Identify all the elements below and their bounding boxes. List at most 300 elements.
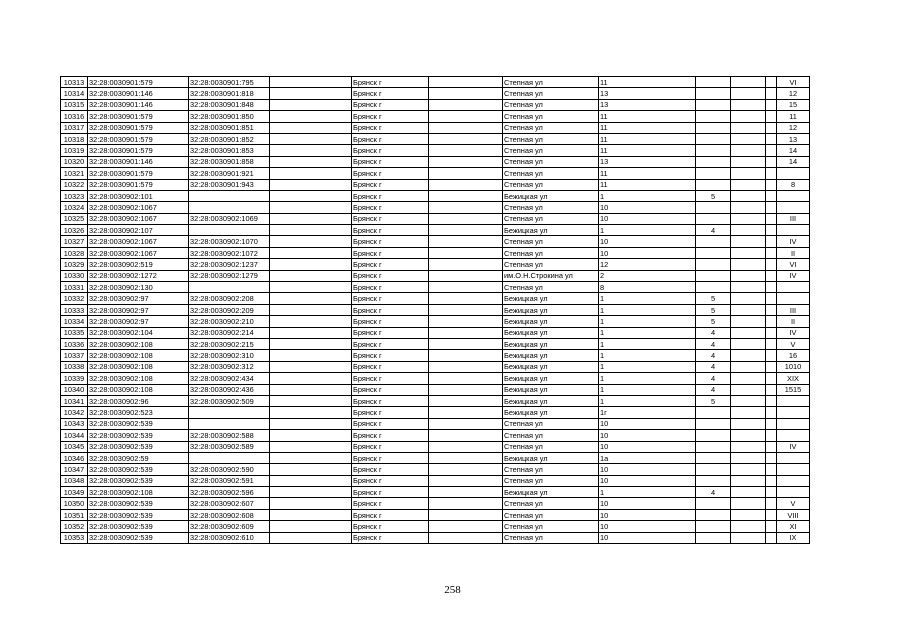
table-row — [61, 361, 810, 372]
cell-blank-col-e — [766, 327, 777, 338]
cell-blank-col-a — [270, 498, 352, 509]
cell-street: Степная ул — [503, 77, 599, 88]
cell-premise-number: III — [777, 213, 810, 224]
cell-row-number: 10320 — [61, 156, 88, 167]
cell-blank-col-a — [270, 179, 352, 190]
cell-house-number: 10 — [599, 475, 696, 486]
cell-house-number: 11 — [599, 122, 696, 133]
cell-cadastral-number — [189, 202, 270, 213]
cell-row-number: 10328 — [61, 247, 88, 258]
cell-city: Брянск г — [352, 247, 429, 258]
cell-house-number: 11 — [599, 145, 696, 156]
cell-street: Степная ул — [503, 247, 599, 258]
cell-premise-number: II — [777, 316, 810, 327]
cell-building-number — [696, 259, 731, 270]
cell-blank-col-c — [429, 99, 503, 110]
cell-city: Брянск г — [352, 327, 429, 338]
cell-premise-number: VI — [777, 259, 810, 270]
table-row — [61, 327, 810, 338]
cell-city: Брянск г — [352, 498, 429, 509]
cell-blank-col-a — [270, 316, 352, 327]
cell-cadastral-number: 32:28:0030902:1069 — [189, 213, 270, 224]
cell-building-number — [696, 270, 731, 281]
cell-blank-col-e — [766, 373, 777, 384]
cell-blank-col-d — [731, 111, 766, 122]
cell-blank-col-c — [429, 111, 503, 122]
cell-blank-col-d — [731, 464, 766, 475]
cell-cadastral-number: 32:28:0030902:214 — [189, 327, 270, 338]
cell-cadastral-number: 32:28:0030901:850 — [189, 111, 270, 122]
cell-blank-col-c — [429, 133, 503, 144]
cell-row-number: 10348 — [61, 475, 88, 486]
cell-cadastral-number: 32:28:0030902:591 — [189, 475, 270, 486]
cell-house-number: 11 — [599, 179, 696, 190]
cell-building-number — [696, 133, 731, 144]
cell-building-number — [696, 282, 731, 293]
cell-house-number: 1 — [599, 190, 696, 201]
cell-blank-col-e — [766, 361, 777, 372]
cell-building-number: 4 — [696, 487, 731, 498]
cell-blank-col-e — [766, 122, 777, 133]
cell-street: Бежицкая ул — [503, 361, 599, 372]
table-row — [61, 304, 810, 315]
cell-blank-col-e — [766, 350, 777, 361]
cell-blank-col-c — [429, 304, 503, 315]
cell-cadastral-number: 32:28:0030901:795 — [189, 77, 270, 88]
cell-row-number: 10339 — [61, 373, 88, 384]
cell-house-number: 10 — [599, 236, 696, 247]
cell-cadastral-number — [189, 282, 270, 293]
cell-blank-col-a — [270, 190, 352, 201]
cell-building-number — [696, 441, 731, 452]
cell-blank-col-c — [429, 384, 503, 395]
cell-blank-col-c — [429, 282, 503, 293]
cell-blank-col-a — [270, 145, 352, 156]
cell-house-number: 1 — [599, 327, 696, 338]
cell-premise-number — [777, 225, 810, 236]
cell-parent-cadastral-number: 32:28:0030902:539 — [88, 430, 189, 441]
cell-house-number: 11 — [599, 133, 696, 144]
cell-blank-col-e — [766, 168, 777, 179]
cell-blank-col-a — [270, 350, 352, 361]
cell-blank-col-e — [766, 282, 777, 293]
cell-blank-col-a — [270, 247, 352, 258]
cell-parent-cadastral-number: 32:28:0030902:1067 — [88, 247, 189, 258]
cell-blank-col-a — [270, 338, 352, 349]
cell-blank-col-a — [270, 430, 352, 441]
cell-premise-number: VI — [777, 77, 810, 88]
cell-blank-col-c — [429, 521, 503, 532]
cell-street: Бежицкая ул — [503, 293, 599, 304]
cell-blank-col-d — [731, 282, 766, 293]
cell-blank-col-c — [429, 168, 503, 179]
cell-parent-cadastral-number: 32:28:0030902:108 — [88, 350, 189, 361]
cell-house-number: 1 — [599, 384, 696, 395]
cell-premise-number: IV — [777, 327, 810, 338]
cell-blank-col-e — [766, 145, 777, 156]
cell-street: Степная ул — [503, 156, 599, 167]
cell-building-number — [696, 122, 731, 133]
cell-city: Брянск г — [352, 407, 429, 418]
cell-row-number: 10326 — [61, 225, 88, 236]
cell-premise-number: 12 — [777, 122, 810, 133]
cell-house-number: 8 — [599, 282, 696, 293]
table-row — [61, 213, 810, 224]
cell-building-number: 4 — [696, 225, 731, 236]
cell-blank-col-d — [731, 475, 766, 486]
cell-blank-col-e — [766, 509, 777, 520]
cadastral-registry-table — [60, 76, 810, 544]
cell-blank-col-a — [270, 532, 352, 543]
table-row — [61, 225, 810, 236]
cell-premise-number — [777, 418, 810, 429]
cell-premise-number: XI — [777, 521, 810, 532]
cell-row-number: 10329 — [61, 259, 88, 270]
cell-cadastral-number: 32:28:0030901:851 — [189, 122, 270, 133]
cell-street: Бежицкая ул — [503, 350, 599, 361]
cell-blank-col-c — [429, 464, 503, 475]
cell-premise-number: 12 — [777, 88, 810, 99]
cell-blank-col-d — [731, 213, 766, 224]
cell-building-number — [696, 247, 731, 258]
cell-blank-col-c — [429, 213, 503, 224]
cell-street: Степная ул — [503, 202, 599, 213]
cell-row-number: 10313 — [61, 77, 88, 88]
table-row — [61, 441, 810, 452]
cell-building-number — [696, 407, 731, 418]
cell-building-number — [696, 88, 731, 99]
cell-blank-col-e — [766, 202, 777, 213]
cell-house-number: 1 — [599, 361, 696, 372]
cell-blank-col-e — [766, 395, 777, 406]
cell-street: Степная ул — [503, 111, 599, 122]
cell-premise-number: III — [777, 304, 810, 315]
cell-blank-col-c — [429, 487, 503, 498]
table-row — [61, 316, 810, 327]
cell-blank-col-d — [731, 338, 766, 349]
cell-street: Бежицкая ул — [503, 407, 599, 418]
cell-blank-col-c — [429, 77, 503, 88]
cell-premise-number — [777, 452, 810, 463]
table-row — [61, 509, 810, 520]
cell-city: Брянск г — [352, 304, 429, 315]
cell-premise-number — [777, 190, 810, 201]
cell-building-number — [696, 202, 731, 213]
cell-street: Степная ул — [503, 509, 599, 520]
cell-premise-number: IV — [777, 441, 810, 452]
cell-city: Брянск г — [352, 475, 429, 486]
cell-blank-col-e — [766, 270, 777, 281]
cell-parent-cadastral-number: 32:28:0030902:539 — [88, 418, 189, 429]
cell-premise-number: II — [777, 247, 810, 258]
cell-premise-number: 15 — [777, 99, 810, 110]
cell-house-number: 1 — [599, 338, 696, 349]
cell-blank-col-c — [429, 509, 503, 520]
cell-row-number: 10353 — [61, 532, 88, 543]
cell-parent-cadastral-number: 32:28:0030902:108 — [88, 338, 189, 349]
cell-blank-col-e — [766, 225, 777, 236]
cell-premise-number: 8 — [777, 179, 810, 190]
table-row — [61, 475, 810, 486]
cell-city: Брянск г — [352, 338, 429, 349]
cell-street: Степная ул — [503, 88, 599, 99]
table-row — [61, 338, 810, 349]
cell-street: Бежицкая ул — [503, 487, 599, 498]
cell-street: Степная ул — [503, 418, 599, 429]
cell-cadastral-number: 32:28:0030902:436 — [189, 384, 270, 395]
cell-street: Степная ул — [503, 259, 599, 270]
cell-premise-number: XIX — [777, 373, 810, 384]
table-row — [61, 168, 810, 179]
cell-premise-number — [777, 464, 810, 475]
cell-premise-number: IV — [777, 236, 810, 247]
cell-city: Брянск г — [352, 111, 429, 122]
table-row — [61, 156, 810, 167]
table-row — [61, 373, 810, 384]
cell-parent-cadastral-number: 32:28:0030901:579 — [88, 145, 189, 156]
cell-street: Бежицкая ул — [503, 190, 599, 201]
cell-house-number: 13 — [599, 156, 696, 167]
cell-building-number: 4 — [696, 350, 731, 361]
cell-blank-col-c — [429, 247, 503, 258]
cell-parent-cadastral-number: 32:28:0030902:1067 — [88, 236, 189, 247]
cell-blank-col-e — [766, 304, 777, 315]
cell-blank-col-e — [766, 407, 777, 418]
cell-blank-col-d — [731, 430, 766, 441]
cell-city: Брянск г — [352, 259, 429, 270]
cell-blank-col-a — [270, 88, 352, 99]
cell-street: Степная ул — [503, 282, 599, 293]
cell-building-number: 5 — [696, 395, 731, 406]
cell-cadastral-number — [189, 190, 270, 201]
cell-row-number: 10331 — [61, 282, 88, 293]
cell-city: Брянск г — [352, 395, 429, 406]
table-row — [61, 452, 810, 463]
cell-blank-col-d — [731, 225, 766, 236]
cell-blank-col-e — [766, 521, 777, 532]
cell-premise-number: VIII — [777, 509, 810, 520]
cell-building-number: 5 — [696, 293, 731, 304]
cell-blank-col-d — [731, 498, 766, 509]
cell-blank-col-a — [270, 282, 352, 293]
cell-building-number — [696, 213, 731, 224]
cell-blank-col-c — [429, 145, 503, 156]
cell-city: Брянск г — [352, 202, 429, 213]
cell-premise-number: 14 — [777, 156, 810, 167]
cell-parent-cadastral-number: 32:28:0030902:539 — [88, 521, 189, 532]
cell-blank-col-c — [429, 441, 503, 452]
cell-blank-col-a — [270, 452, 352, 463]
cell-row-number: 10321 — [61, 168, 88, 179]
cell-street: Бежицкая ул — [503, 338, 599, 349]
cell-blank-col-d — [731, 452, 766, 463]
cell-blank-col-a — [270, 99, 352, 110]
cell-premise-number — [777, 475, 810, 486]
page-number: 258 — [444, 584, 461, 596]
cell-house-number: 11 — [599, 77, 696, 88]
table-row — [61, 350, 810, 361]
cell-building-number: 4 — [696, 384, 731, 395]
cell-blank-col-a — [270, 259, 352, 270]
cell-house-number: 10 — [599, 509, 696, 520]
table-row — [61, 270, 810, 281]
table-row — [61, 99, 810, 110]
cell-house-number: 10 — [599, 464, 696, 475]
table-row — [61, 487, 810, 498]
cell-city: Брянск г — [352, 430, 429, 441]
cell-city: Брянск г — [352, 316, 429, 327]
table-row — [61, 418, 810, 429]
cell-street: Степная ул — [503, 133, 599, 144]
cell-blank-col-c — [429, 122, 503, 133]
cell-blank-col-a — [270, 111, 352, 122]
cell-blank-col-c — [429, 225, 503, 236]
cell-cadastral-number: 32:28:0030902:608 — [189, 509, 270, 520]
cell-parent-cadastral-number: 32:28:0030901:579 — [88, 122, 189, 133]
cell-blank-col-c — [429, 395, 503, 406]
cell-premise-number — [777, 282, 810, 293]
cell-premise-number: IV — [777, 270, 810, 281]
cell-blank-col-e — [766, 498, 777, 509]
cell-parent-cadastral-number: 32:28:0030902:539 — [88, 475, 189, 486]
cell-building-number: 4 — [696, 373, 731, 384]
cell-row-number: 10316 — [61, 111, 88, 122]
cell-parent-cadastral-number: 32:28:0030902:108 — [88, 361, 189, 372]
cell-cadastral-number: 32:28:0030902:1237 — [189, 259, 270, 270]
cell-city: Брянск г — [352, 225, 429, 236]
cell-premise-number: IX — [777, 532, 810, 543]
cell-city: Брянск г — [352, 532, 429, 543]
cell-blank-col-a — [270, 521, 352, 532]
cell-parent-cadastral-number: 32:28:0030902:108 — [88, 487, 189, 498]
cell-row-number: 10323 — [61, 190, 88, 201]
cell-city: Брянск г — [352, 521, 429, 532]
cell-house-number: 1 — [599, 293, 696, 304]
cell-cadastral-number: 32:28:0030902:590 — [189, 464, 270, 475]
cell-blank-col-c — [429, 361, 503, 372]
table-row — [61, 498, 810, 509]
cell-premise-number: 11 — [777, 111, 810, 122]
table-row — [61, 111, 810, 122]
cell-parent-cadastral-number: 32:28:0030902:107 — [88, 225, 189, 236]
table-row — [61, 247, 810, 258]
cell-cadastral-number: 32:28:0030901:921 — [189, 168, 270, 179]
cell-house-number: 10 — [599, 521, 696, 532]
cell-blank-col-a — [270, 418, 352, 429]
cell-building-number: 5 — [696, 190, 731, 201]
cell-parent-cadastral-number: 32:28:0030902:539 — [88, 509, 189, 520]
cell-blank-col-d — [731, 350, 766, 361]
cell-street: Степная ул — [503, 430, 599, 441]
cell-cadastral-number: 32:28:0030902:596 — [189, 487, 270, 498]
cell-blank-col-c — [429, 498, 503, 509]
cell-blank-col-a — [270, 225, 352, 236]
cell-street: Бежицкая ул — [503, 316, 599, 327]
cell-city: Брянск г — [352, 270, 429, 281]
cell-cadastral-number: 32:28:0030902:1279 — [189, 270, 270, 281]
table-row — [61, 464, 810, 475]
cell-parent-cadastral-number: 32:28:0030902:104 — [88, 327, 189, 338]
cell-city: Брянск г — [352, 77, 429, 88]
cell-building-number: 5 — [696, 316, 731, 327]
cell-row-number: 10352 — [61, 521, 88, 532]
cell-city: Брянск г — [352, 452, 429, 463]
cell-city: Брянск г — [352, 213, 429, 224]
cell-house-number: 1 — [599, 350, 696, 361]
table-row — [61, 190, 810, 201]
cell-city: Брянск г — [352, 88, 429, 99]
cell-row-number: 10314 — [61, 88, 88, 99]
cell-premise-number: 1515 — [777, 384, 810, 395]
cell-house-number: 1 — [599, 225, 696, 236]
cell-blank-col-e — [766, 532, 777, 543]
cell-parent-cadastral-number: 32:28:0030901:579 — [88, 77, 189, 88]
cell-city: Брянск г — [352, 145, 429, 156]
table-row — [61, 122, 810, 133]
table-row — [61, 521, 810, 532]
cell-blank-col-a — [270, 407, 352, 418]
cell-cadastral-number — [189, 407, 270, 418]
cell-city: Брянск г — [352, 236, 429, 247]
cell-city: Брянск г — [352, 384, 429, 395]
cell-blank-col-d — [731, 316, 766, 327]
cell-blank-col-a — [270, 270, 352, 281]
cell-house-number: 11 — [599, 111, 696, 122]
cell-city: Брянск г — [352, 464, 429, 475]
cell-house-number: 10 — [599, 247, 696, 258]
cell-blank-col-a — [270, 202, 352, 213]
cell-blank-col-c — [429, 475, 503, 486]
cell-house-number: 1 — [599, 373, 696, 384]
cell-blank-col-a — [270, 361, 352, 372]
cell-cadastral-number: 32:28:0030902:1072 — [189, 247, 270, 258]
cell-house-number: 10 — [599, 202, 696, 213]
cell-building-number: 4 — [696, 338, 731, 349]
table-row — [61, 202, 810, 213]
cell-blank-col-e — [766, 464, 777, 475]
cell-blank-col-c — [429, 156, 503, 167]
cell-building-number — [696, 156, 731, 167]
cell-cadastral-number: 32:28:0030901:818 — [189, 88, 270, 99]
table-row — [61, 133, 810, 144]
cell-blank-col-a — [270, 464, 352, 475]
cell-cadastral-number: 32:28:0030902:434 — [189, 373, 270, 384]
cell-blank-col-a — [270, 441, 352, 452]
cell-building-number: 4 — [696, 327, 731, 338]
cell-blank-col-e — [766, 156, 777, 167]
cell-blank-col-e — [766, 293, 777, 304]
table-row — [61, 282, 810, 293]
cell-street: Степная ул — [503, 213, 599, 224]
cell-street: Бежицкая ул — [503, 304, 599, 315]
table-row — [61, 145, 810, 156]
cell-city: Брянск г — [352, 418, 429, 429]
cell-row-number: 10317 — [61, 122, 88, 133]
cell-cadastral-number: 32:28:0030901:858 — [189, 156, 270, 167]
cell-building-number — [696, 111, 731, 122]
cell-blank-col-d — [731, 145, 766, 156]
cell-city: Брянск г — [352, 179, 429, 190]
cell-cadastral-number: 32:28:0030902:312 — [189, 361, 270, 372]
cell-row-number: 10337 — [61, 350, 88, 361]
cell-cadastral-number — [189, 418, 270, 429]
cell-premise-number: 14 — [777, 145, 810, 156]
cell-street: Бежицкая ул — [503, 452, 599, 463]
cell-cadastral-number — [189, 452, 270, 463]
cell-blank-col-d — [731, 179, 766, 190]
cell-premise-number — [777, 407, 810, 418]
table-row — [61, 236, 810, 247]
